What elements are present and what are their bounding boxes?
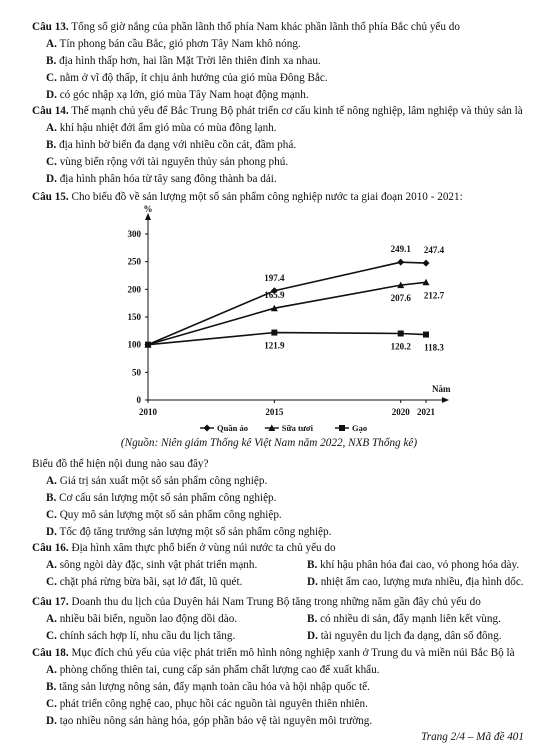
q17-number: Câu 17. xyxy=(32,596,69,608)
option-letter: A. xyxy=(46,122,57,134)
option-letter: A. xyxy=(46,475,57,487)
q15-option-d[interactable] xyxy=(46,525,331,539)
option-text: địa hình phân hóa từ tây sang đông thành ba dải. xyxy=(59,173,277,185)
option-text: nhiệt ẩm cao, lượng mưa nhiều, địa hình dốc. xyxy=(320,576,524,588)
option-text: chặt phá rừng bừa bãi, sạt lở đất, lũ quét. xyxy=(59,576,243,588)
x-axis-label: Năm xyxy=(432,384,451,394)
q13-text: Tổng số giờ nắng của phần lãnh thổ phía Nam khác phần lãnh thổ phía Bắc chủ yếu do xyxy=(71,21,460,33)
option-text: có góc nhập xạ lớn, gió mùa Tây Nam hoạt động mạnh. xyxy=(59,89,309,101)
q18-option-b[interactable] xyxy=(46,680,370,694)
y-tick-label: 300 xyxy=(127,229,141,239)
data-point xyxy=(423,260,430,267)
data-label: 249.1 xyxy=(390,244,411,255)
legend-label: Gạo xyxy=(352,423,368,433)
legend-marker xyxy=(339,425,345,431)
option-letter: D. xyxy=(46,715,57,727)
q17-option-b[interactable] xyxy=(307,612,501,626)
q13-number: Câu 13. xyxy=(32,21,69,33)
data-label: 120.2 xyxy=(390,341,411,352)
q17-option-c[interactable] xyxy=(46,629,235,643)
data-point xyxy=(271,330,277,336)
x-tick-label: 2010 xyxy=(139,407,157,417)
q16-option-d[interactable] xyxy=(307,575,524,589)
y-axis-label: % xyxy=(143,204,153,214)
option-text: nhiều bãi biển, nguồn lao động dồi dào. xyxy=(59,613,238,625)
option-letter: D. xyxy=(307,630,318,642)
data-label: 118.3 xyxy=(424,342,444,353)
page-footer: Trang 2/4 – Mã đề 401 xyxy=(421,731,524,743)
option-letter: B. xyxy=(46,139,57,151)
q16-option-c[interactable] xyxy=(46,575,242,589)
q18-option-c[interactable] xyxy=(46,697,368,711)
x-tick-label: 2015 xyxy=(265,407,284,417)
q17-option-d[interactable] xyxy=(307,629,502,643)
option-text: Cơ cấu sản lượng một số sản phẩm công nghiệp. xyxy=(59,492,277,504)
q16-option-a[interactable] xyxy=(46,558,257,572)
option-letter: D. xyxy=(46,89,57,101)
q16-number: Câu 16. xyxy=(32,542,69,554)
q17-option-a[interactable] xyxy=(46,612,237,626)
q15-option-b[interactable] xyxy=(46,491,276,505)
y-tick-label: 250 xyxy=(127,256,141,267)
q18-text: Mục đích chủ yếu của việc phát triển mô hình nông nghiệp xanh ở Trung du và miền núi Bắc Bộ là xyxy=(71,647,515,659)
data-label: 121.9 xyxy=(264,340,285,351)
q14-number: Câu 14. xyxy=(32,105,69,117)
data-label: 165.9 xyxy=(264,290,285,301)
x-axis-arrow xyxy=(442,397,449,403)
option-letter: D. xyxy=(46,526,57,538)
option-letter: C. xyxy=(46,698,57,710)
x-tick-label: 2020 xyxy=(391,407,410,417)
y-tick-label: 0 xyxy=(136,395,141,405)
q16-option-b[interactable] xyxy=(307,558,519,572)
y-tick-label: 50 xyxy=(132,367,141,378)
q17-text: Doanh thu du lịch của Duyên hải Nam Trung Bộ tăng trong những năm gần đây chủ yếu do xyxy=(71,596,481,608)
option-letter: A. xyxy=(46,38,57,50)
legend-label: Sữa tươi xyxy=(281,423,314,433)
q15-option-a[interactable] xyxy=(46,474,267,488)
data-point xyxy=(398,330,404,336)
x-tick-label: 2021 xyxy=(417,407,435,417)
option-letter: A. xyxy=(46,559,57,571)
option-letter: B. xyxy=(307,613,318,625)
data-label: 212.7 xyxy=(423,290,445,301)
option-letter: C. xyxy=(46,576,57,588)
option-text: địa hình bờ biển đa dạng với nhiều cồn cát, đầm phá. xyxy=(59,139,297,151)
option-text: phòng chống thiên tai, cung cấp sản phẩm chất lượng cao để xuất khẩu. xyxy=(59,664,380,676)
option-text: khí hậu phân hóa đai cao, vỏ phong hóa dày. xyxy=(320,559,520,571)
option-text: sông ngòi dày đặc, sinh vật phát triển mạnh. xyxy=(59,559,258,571)
data-point xyxy=(397,259,404,266)
option-letter: B. xyxy=(46,55,57,67)
legend-marker xyxy=(204,425,211,432)
option-text: Quy mô sản lượng một số sản phẩm công nghiệp. xyxy=(59,509,282,521)
option-letter: A. xyxy=(46,664,57,676)
q18-number: Câu 18. xyxy=(32,647,69,659)
data-label: 247.4 xyxy=(423,245,445,256)
q15-text: Cho biểu đồ về sản lượng một số sản phẩm công nghiệp nước ta giai đoạn 2010 - 2021: xyxy=(71,191,463,203)
q15-option-c[interactable] xyxy=(46,508,282,522)
q18-option-d[interactable] xyxy=(46,714,372,728)
option-text: khí hậu nhiệt đới ẩm gió mùa có mùa đông lạnh. xyxy=(59,122,277,134)
option-letter: B. xyxy=(46,681,57,693)
series-line-2 xyxy=(148,333,426,345)
data-label: 197.4 xyxy=(264,272,285,283)
y-tick-label: 150 xyxy=(127,312,141,322)
q18-option-a[interactable] xyxy=(46,663,380,677)
option-text: có nhiều di sản, đẩy mạnh liên kết vùng. xyxy=(320,613,501,625)
q16-text: Địa hình xâm thực phổ biến ở vùng núi nước ta chủ yếu do xyxy=(71,542,336,554)
data-point xyxy=(423,332,429,338)
option-letter: C. xyxy=(46,72,57,84)
option-letter: C. xyxy=(46,630,57,642)
q15-prompt: Biểu đồ thể hiện nội dung nào sau đây? xyxy=(32,458,209,470)
y-tick-label: 100 xyxy=(127,339,141,350)
option-text: Tốc độ tăng trưởng sản lượng một số sản phẩm công nghiệp. xyxy=(59,526,332,538)
series-line-1 xyxy=(148,282,426,344)
option-text: tăng sản lượng nông sản, đẩy mạnh toàn cầu hóa và hội nhập quốc tế. xyxy=(59,681,370,693)
option-letter: D. xyxy=(307,576,318,588)
chart-source: (Nguồn: Niên giám Thống kê Việt Nam năm 2022, NXB Thống kê) xyxy=(120,437,418,449)
q16-stem xyxy=(32,541,336,555)
option-text: địa hình thấp hơn, hai lần Mặt Trời lên thiên đỉnh xa nhau. xyxy=(59,55,321,67)
option-letter: D. xyxy=(46,173,57,185)
option-letter: A. xyxy=(46,613,57,625)
option-text: phát triển công nghệ cao, phục hồi các nguồn tài nguyên thiên nhiên. xyxy=(59,698,368,710)
q14-text: Thế mạnh chủ yếu để Bắc Trung Bộ phát triển cơ cấu kinh tế nông nghiệp, lâm nghiệp và thủy sản là xyxy=(71,105,523,117)
option-letter: C. xyxy=(46,509,57,521)
option-text: tài nguyên du lịch đa dạng, dân số đông. xyxy=(320,630,502,642)
q18-stem xyxy=(32,646,515,660)
q17-stem xyxy=(32,595,481,609)
option-text: chính sách hợp lí, nhu cầu du lịch tăng. xyxy=(59,630,236,642)
option-letter: B. xyxy=(46,492,57,504)
option-text: tạo nhiều nông sản hàng hóa, góp phần bảo vệ tài nguyên môi trường. xyxy=(59,715,373,727)
y-axis-arrow xyxy=(145,213,151,220)
option-text: nằm ở vĩ độ thấp, ít chịu ảnh hưởng của gió mùa Đông Bắc. xyxy=(59,72,328,84)
y-tick-label: 200 xyxy=(127,284,141,295)
option-letter: B. xyxy=(307,559,318,571)
q15-number: Câu 15. xyxy=(32,191,69,203)
option-text: Tín phong bán cầu Bắc, gió phơn Tây Nam khô nóng. xyxy=(59,38,301,50)
legend-label: Quần áo xyxy=(217,423,248,433)
option-letter: C. xyxy=(46,156,57,168)
option-text: Giá trị sản xuất một số sản phẩm công nghiệp. xyxy=(59,475,268,487)
option-text: vùng biển rộng với tài nguyên thủy sản phong phú. xyxy=(59,156,289,168)
data-point xyxy=(145,342,151,348)
data-label: 207.6 xyxy=(390,293,411,304)
